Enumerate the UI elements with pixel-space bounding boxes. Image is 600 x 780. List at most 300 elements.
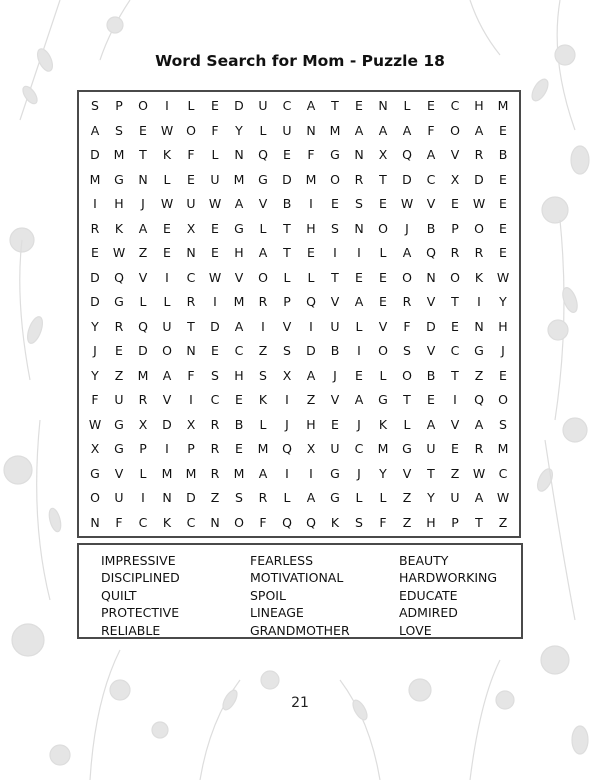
grid-letter[interactable]: W xyxy=(88,416,102,432)
grid-letter[interactable]: G xyxy=(378,392,388,407)
grid-letter[interactable]: W xyxy=(160,196,174,211)
grid-letter[interactable]: F xyxy=(115,514,123,530)
grid-letter[interactable]: L xyxy=(259,220,267,236)
grid-letter[interactable]: X xyxy=(306,441,316,456)
grid-letter[interactable]: E xyxy=(235,392,243,407)
grid-letter[interactable]: H xyxy=(306,220,316,236)
grid-letter[interactable]: A xyxy=(306,98,316,113)
grid-letter[interactable]: V xyxy=(162,392,172,407)
grid-letter[interactable]: A xyxy=(474,416,484,432)
grid-letter[interactable]: A xyxy=(306,367,316,383)
grid-letter[interactable]: M xyxy=(137,367,149,383)
grid-letter[interactable]: M xyxy=(257,441,269,456)
grid-letter[interactable]: A xyxy=(90,122,100,138)
grid-letter[interactable]: I xyxy=(261,318,265,334)
grid-letter[interactable]: L xyxy=(139,294,147,309)
grid-letter[interactable]: N xyxy=(210,514,220,530)
grid-letter[interactable]: A xyxy=(234,196,244,211)
grid-letter[interactable]: O xyxy=(186,122,196,138)
grid-letter[interactable]: E xyxy=(211,220,219,236)
grid-letter[interactable]: I xyxy=(357,343,361,358)
grid-letter[interactable]: H xyxy=(426,514,436,530)
grid-letter[interactable]: M xyxy=(233,465,245,481)
grid-letter[interactable]: G xyxy=(330,147,340,162)
grid-letter[interactable]: L xyxy=(187,98,195,113)
grid-letter[interactable]: M xyxy=(497,98,509,113)
grid-letter[interactable]: F xyxy=(403,318,411,334)
grid-letter[interactable]: A xyxy=(402,122,412,138)
grid-letter[interactable]: G xyxy=(114,294,124,309)
grid-letter[interactable]: O xyxy=(234,514,244,530)
grid-letter[interactable]: L xyxy=(403,98,411,113)
grid-letter[interactable]: D xyxy=(90,147,100,162)
grid-letter[interactable]: N xyxy=(186,245,196,260)
grid-letter[interactable]: D xyxy=(90,294,100,309)
grid-letter[interactable]: Z xyxy=(114,367,124,383)
grid-letter[interactable]: E xyxy=(499,196,507,211)
grid-letter[interactable]: O xyxy=(90,490,100,505)
grid-letter[interactable]: Q xyxy=(114,269,124,285)
grid-letter[interactable]: L xyxy=(139,465,147,481)
grid-letter[interactable]: Y xyxy=(427,490,435,505)
grid-letter[interactable]: R xyxy=(474,245,484,260)
grid-letter[interactable]: E xyxy=(451,318,459,334)
grid-letter[interactable]: W xyxy=(472,465,486,481)
grid-letter[interactable]: M xyxy=(233,294,245,309)
grid-letter[interactable]: D xyxy=(90,269,100,285)
grid-letter[interactable]: G xyxy=(114,171,124,187)
grid-letter[interactable]: W xyxy=(472,196,486,211)
grid-letter[interactable]: B xyxy=(330,343,340,358)
grid-letter[interactable]: M xyxy=(305,171,317,187)
grid-letter[interactable]: D xyxy=(162,416,172,432)
grid-letter[interactable]: R xyxy=(258,294,268,309)
grid-letter[interactable]: T xyxy=(331,269,339,285)
grid-letter[interactable]: U xyxy=(162,318,172,334)
grid-letter[interactable]: V xyxy=(426,343,436,358)
grid-letter[interactable]: T xyxy=(187,318,195,334)
grid-letter[interactable]: A xyxy=(426,147,436,162)
grid-letter[interactable]: E xyxy=(139,122,147,138)
grid-letter[interactable]: K xyxy=(474,269,484,285)
grid-letter[interactable]: Z xyxy=(402,514,412,530)
grid-letter[interactable]: D xyxy=(234,98,244,113)
grid-letter[interactable]: K xyxy=(378,416,388,432)
grid-letter[interactable]: M xyxy=(329,122,341,138)
grid-letter[interactable]: M xyxy=(113,147,125,162)
grid-letter[interactable]: M xyxy=(497,441,509,456)
grid-letter[interactable]: P xyxy=(451,514,459,530)
grid-letter[interactable]: T xyxy=(331,98,339,113)
grid-letter[interactable]: Y xyxy=(379,465,387,481)
grid-letter[interactable]: A xyxy=(162,367,172,383)
grid-letter[interactable]: S xyxy=(211,367,219,383)
grid-letter[interactable]: F xyxy=(91,392,99,407)
grid-letter[interactable]: Q xyxy=(402,147,412,162)
grid-letter[interactable]: Y xyxy=(499,294,507,309)
grid-letter[interactable]: R xyxy=(474,441,484,456)
grid-letter[interactable]: S xyxy=(235,490,243,505)
grid-letter[interactable]: O xyxy=(330,171,340,187)
grid-letter[interactable]: L xyxy=(163,171,171,187)
grid-letter[interactable]: K xyxy=(162,514,172,530)
grid-letter[interactable]: R xyxy=(474,147,484,162)
grid-letter[interactable]: W xyxy=(496,490,510,505)
grid-letter[interactable]: X xyxy=(138,416,148,432)
grid-letter[interactable]: E xyxy=(499,245,507,260)
grid-letter[interactable]: H xyxy=(498,318,508,334)
grid-letter[interactable]: A xyxy=(354,294,364,309)
grid-letter[interactable]: O xyxy=(450,269,460,285)
grid-letter[interactable]: N xyxy=(90,514,100,530)
grid-letter[interactable]: Q xyxy=(474,392,484,407)
grid-letter[interactable]: E xyxy=(379,269,387,285)
grid-letter[interactable]: R xyxy=(210,465,220,481)
grid-letter[interactable]: B xyxy=(234,416,244,432)
grid-letter[interactable]: Z xyxy=(306,392,316,407)
grid-letter[interactable]: C xyxy=(138,514,148,530)
grid-letter[interactable]: W xyxy=(208,196,222,211)
grid-letter[interactable]: V xyxy=(426,294,436,309)
grid-letter[interactable]: W xyxy=(112,245,126,260)
grid-letter[interactable]: C xyxy=(234,343,244,358)
grid-letter[interactable]: I xyxy=(309,196,313,211)
grid-letter[interactable]: U xyxy=(426,441,436,456)
grid-letter[interactable]: X xyxy=(186,220,196,236)
grid-letter[interactable]: V xyxy=(450,416,460,432)
grid-letter[interactable]: N xyxy=(138,171,148,187)
grid-letter[interactable]: R xyxy=(402,294,412,309)
grid-letter[interactable]: R xyxy=(258,490,268,505)
grid-letter[interactable]: G xyxy=(474,343,484,358)
grid-letter[interactable]: D xyxy=(402,171,412,187)
grid-letter[interactable]: E xyxy=(331,416,339,432)
grid-letter[interactable]: R xyxy=(210,416,220,432)
grid-letter[interactable]: G xyxy=(114,416,124,432)
grid-letter[interactable]: R xyxy=(90,220,100,236)
grid-letter[interactable]: N xyxy=(474,318,484,334)
grid-letter[interactable]: C xyxy=(282,98,292,113)
grid-letter[interactable]: X xyxy=(186,416,196,432)
grid-letter[interactable]: N xyxy=(234,147,244,162)
grid-letter[interactable]: V xyxy=(114,465,124,481)
grid-letter[interactable]: K xyxy=(258,392,268,407)
grid-letter[interactable]: E xyxy=(163,220,171,236)
grid-letter[interactable]: A xyxy=(474,122,484,138)
grid-letter[interactable]: T xyxy=(427,465,435,481)
grid-letter[interactable]: N xyxy=(162,490,172,505)
grid-letter[interactable]: T xyxy=(283,245,291,260)
grid-letter[interactable]: P xyxy=(115,98,123,113)
grid-letter[interactable]: O xyxy=(378,220,388,236)
grid-letter[interactable]: H xyxy=(114,196,124,211)
grid-letter[interactable]: I xyxy=(141,490,145,505)
grid-letter[interactable]: V xyxy=(378,318,388,334)
grid-letter[interactable]: M xyxy=(377,441,389,456)
grid-letter[interactable]: Q xyxy=(282,441,292,456)
grid-letter[interactable]: L xyxy=(379,367,387,383)
grid-letter[interactable]: L xyxy=(283,490,291,505)
grid-letter[interactable]: H xyxy=(234,245,244,260)
grid-letter[interactable]: O xyxy=(498,392,508,407)
grid-letter[interactable]: E xyxy=(235,441,243,456)
grid-letter[interactable]: S xyxy=(499,416,507,432)
grid-letter[interactable]: F xyxy=(307,147,315,162)
grid-letter[interactable]: T xyxy=(475,514,483,530)
grid-letter[interactable]: T xyxy=(139,147,147,162)
grid-letter[interactable]: A xyxy=(234,318,244,334)
grid-letter[interactable]: Q xyxy=(282,514,292,530)
grid-letter[interactable]: E xyxy=(355,98,363,113)
grid-letter[interactable]: O xyxy=(474,220,484,236)
grid-letter[interactable]: W xyxy=(160,122,174,138)
grid-letter[interactable]: T xyxy=(283,220,291,236)
grid-letter[interactable]: V xyxy=(234,269,244,285)
grid-letter[interactable]: E xyxy=(499,122,507,138)
grid-letter[interactable]: N xyxy=(354,220,364,236)
grid-letter[interactable]: E xyxy=(451,441,459,456)
grid-letter[interactable]: D xyxy=(426,318,436,334)
grid-letter[interactable]: C xyxy=(450,98,460,113)
grid-letter[interactable]: V xyxy=(426,196,436,211)
grid-letter[interactable]: C xyxy=(210,392,220,407)
grid-letter[interactable]: D xyxy=(138,343,148,358)
grid-letter[interactable]: I xyxy=(189,392,193,407)
grid-letter[interactable]: S xyxy=(355,514,363,530)
grid-letter[interactable]: R xyxy=(354,171,364,187)
grid-letter[interactable]: P xyxy=(283,294,291,309)
grid-letter[interactable]: L xyxy=(283,269,291,285)
grid-letter[interactable]: J xyxy=(141,196,145,211)
grid-letter[interactable]: M xyxy=(89,171,101,187)
grid-letter[interactable]: J xyxy=(501,343,505,358)
grid-letter[interactable]: T xyxy=(451,294,459,309)
grid-letter[interactable]: E xyxy=(355,367,363,383)
grid-letter[interactable]: Y xyxy=(235,122,243,138)
grid-letter[interactable]: C xyxy=(186,269,196,285)
grid-letter[interactable]: I xyxy=(213,294,217,309)
grid-letter[interactable]: I xyxy=(309,465,313,481)
grid-letter[interactable]: U xyxy=(114,490,124,505)
grid-letter[interactable]: E xyxy=(379,196,387,211)
grid-letter[interactable]: L xyxy=(403,416,411,432)
grid-letter[interactable]: W xyxy=(400,196,414,211)
grid-letter[interactable]: G xyxy=(90,465,100,481)
grid-letter[interactable]: G xyxy=(330,465,340,481)
grid-letter[interactable]: O xyxy=(402,367,412,383)
grid-letter[interactable]: S xyxy=(403,343,411,358)
grid-letter[interactable]: E xyxy=(427,392,435,407)
grid-letter[interactable]: R xyxy=(138,392,148,407)
grid-letter[interactable]: E xyxy=(355,269,363,285)
grid-letter[interactable]: D xyxy=(306,343,316,358)
grid-letter[interactable]: S xyxy=(259,367,267,383)
grid-letter[interactable]: F xyxy=(427,122,435,138)
grid-letter[interactable]: L xyxy=(211,147,219,162)
grid-letter[interactable]: A xyxy=(354,392,364,407)
grid-letter[interactable]: I xyxy=(309,318,313,334)
grid-letter[interactable]: I xyxy=(93,196,97,211)
grid-letter[interactable]: Z xyxy=(450,465,460,481)
grid-letter[interactable]: X xyxy=(90,441,100,456)
grid-letter[interactable]: M xyxy=(161,465,173,481)
grid-letter[interactable]: E xyxy=(499,220,507,236)
grid-letter[interactable]: S xyxy=(355,196,363,211)
grid-letter[interactable]: J xyxy=(357,465,361,481)
grid-letter[interactable]: U xyxy=(258,98,268,113)
grid-letter[interactable]: D xyxy=(210,318,220,334)
grid-letter[interactable]: J xyxy=(285,416,289,432)
grid-letter[interactable]: C xyxy=(450,343,460,358)
grid-letter[interactable]: Z xyxy=(258,343,268,358)
grid-letter[interactable]: D xyxy=(474,171,484,187)
grid-letter[interactable]: E xyxy=(211,343,219,358)
grid-letter[interactable]: A xyxy=(378,122,388,138)
grid-letter[interactable]: V xyxy=(258,196,268,211)
grid-letter[interactable]: A xyxy=(258,245,268,260)
grid-letter[interactable]: Q xyxy=(306,294,316,309)
grid-letter[interactable]: P xyxy=(451,220,459,236)
grid-letter[interactable]: U xyxy=(330,318,340,334)
grid-letter[interactable]: T xyxy=(451,367,459,383)
grid-letter[interactable]: G xyxy=(258,171,268,187)
grid-letter[interactable]: X xyxy=(282,367,292,383)
grid-letter[interactable]: F xyxy=(187,147,195,162)
grid-letter[interactable]: B xyxy=(426,367,436,383)
grid-letter[interactable]: L xyxy=(379,490,387,505)
grid-letter[interactable]: L xyxy=(163,294,171,309)
grid-letter[interactable]: V xyxy=(450,147,460,162)
grid-letter[interactable]: L xyxy=(307,269,315,285)
grid-letter[interactable]: A xyxy=(402,245,412,260)
grid-letter[interactable]: I xyxy=(333,245,337,260)
grid-letter[interactable]: A xyxy=(354,122,364,138)
grid-letter[interactable]: S xyxy=(283,343,291,358)
grid-letter[interactable]: E xyxy=(379,294,387,309)
grid-letter[interactable]: G xyxy=(402,441,412,456)
grid-letter[interactable]: T xyxy=(403,392,411,407)
grid-letter[interactable]: O xyxy=(162,343,172,358)
grid-letter[interactable]: N xyxy=(426,269,436,285)
grid-letter[interactable]: U xyxy=(450,490,460,505)
grid-letter[interactable]: Q xyxy=(258,147,268,162)
grid-letter[interactable]: J xyxy=(405,220,409,236)
grid-letter[interactable]: U xyxy=(210,171,220,187)
grid-letter[interactable]: H xyxy=(474,98,484,113)
grid-letter[interactable]: Z xyxy=(402,490,412,505)
grid-letter[interactable]: V xyxy=(282,318,292,334)
grid-letter[interactable]: I xyxy=(453,392,457,407)
grid-letter[interactable]: A xyxy=(474,490,484,505)
grid-letter[interactable]: D xyxy=(282,171,292,187)
grid-letter[interactable]: F xyxy=(187,367,195,383)
grid-letter[interactable]: W xyxy=(208,269,222,285)
grid-letter[interactable]: I xyxy=(165,98,169,113)
grid-letter[interactable]: Y xyxy=(91,318,99,334)
grid-letter[interactable]: F xyxy=(211,122,219,138)
grid-letter[interactable]: P xyxy=(187,441,195,456)
grid-letter[interactable]: E xyxy=(187,171,195,187)
grid-letter[interactable]: A xyxy=(426,416,436,432)
grid-letter[interactable]: O xyxy=(258,269,268,285)
grid-letter[interactable]: E xyxy=(307,245,315,260)
grid-letter[interactable]: I xyxy=(357,245,361,260)
grid-letter[interactable]: Z xyxy=(210,490,220,505)
grid-letter[interactable]: E xyxy=(427,98,435,113)
grid-letter[interactable]: K xyxy=(330,514,340,530)
grid-letter[interactable]: G xyxy=(114,441,124,456)
grid-letter[interactable]: M xyxy=(185,465,197,481)
grid-letter[interactable]: N xyxy=(186,343,196,358)
grid-letter[interactable]: Z xyxy=(498,514,508,530)
grid-letter[interactable]: V xyxy=(330,294,340,309)
grid-letter[interactable]: O xyxy=(378,343,388,358)
grid-letter[interactable]: J xyxy=(357,416,361,432)
grid-letter[interactable]: C xyxy=(426,171,436,187)
grid-letter[interactable]: E xyxy=(211,245,219,260)
grid-letter[interactable]: X xyxy=(378,147,388,162)
grid-letter[interactable]: I xyxy=(285,392,289,407)
grid-letter[interactable]: O xyxy=(138,98,148,113)
grid-letter[interactable]: H xyxy=(306,416,316,432)
grid-letter[interactable]: A xyxy=(138,220,148,236)
grid-letter[interactable]: E xyxy=(211,98,219,113)
grid-letter[interactable]: A xyxy=(306,490,316,505)
grid-letter[interactable]: C xyxy=(498,465,508,481)
grid-letter[interactable]: W xyxy=(496,269,510,285)
grid-letter[interactable]: R xyxy=(114,318,124,334)
grid-letter[interactable]: D xyxy=(186,490,196,505)
grid-letter[interactable]: R xyxy=(186,294,196,309)
grid-letter[interactable]: P xyxy=(139,441,147,456)
grid-letter[interactable]: H xyxy=(234,367,244,383)
grid-letter[interactable]: G xyxy=(330,490,340,505)
grid-letter[interactable]: Q xyxy=(306,514,316,530)
grid-letter[interactable]: Z xyxy=(138,245,148,260)
grid-letter[interactable]: V xyxy=(138,269,148,285)
grid-letter[interactable]: I xyxy=(165,441,169,456)
grid-letter[interactable]: E xyxy=(331,196,339,211)
grid-letter[interactable]: R xyxy=(210,441,220,456)
grid-letter[interactable]: M xyxy=(233,171,245,187)
grid-letter[interactable]: N xyxy=(306,122,316,138)
grid-letter[interactable]: U xyxy=(186,196,196,211)
grid-letter[interactable]: S xyxy=(91,98,99,113)
grid-letter[interactable]: V xyxy=(402,465,412,481)
grid-letter[interactable]: L xyxy=(259,122,267,138)
grid-letter[interactable]: L xyxy=(355,490,363,505)
grid-letter[interactable]: A xyxy=(258,465,268,481)
grid-letter[interactable]: E xyxy=(451,196,459,211)
grid-letter[interactable]: O xyxy=(402,269,412,285)
grid-letter[interactable]: N xyxy=(378,98,388,113)
grid-letter[interactable]: F xyxy=(379,514,387,530)
grid-letter[interactable]: E xyxy=(283,147,291,162)
grid-letter[interactable]: J xyxy=(93,343,97,358)
grid-letter[interactable]: U xyxy=(114,392,124,407)
grid-letter[interactable]: Z xyxy=(474,367,484,383)
grid-letter[interactable]: Q xyxy=(138,318,148,334)
grid-letter[interactable]: B xyxy=(282,196,292,211)
grid-letter[interactable]: B xyxy=(498,147,508,162)
grid-letter[interactable]: S xyxy=(331,220,339,236)
grid-letter[interactable]: I xyxy=(477,294,481,309)
grid-letter[interactable]: E xyxy=(499,367,507,383)
grid-letter[interactable]: E xyxy=(163,245,171,260)
grid-letter[interactable]: K xyxy=(114,220,124,236)
grid-letter[interactable]: X xyxy=(450,171,460,187)
grid-letter[interactable]: I xyxy=(285,465,289,481)
